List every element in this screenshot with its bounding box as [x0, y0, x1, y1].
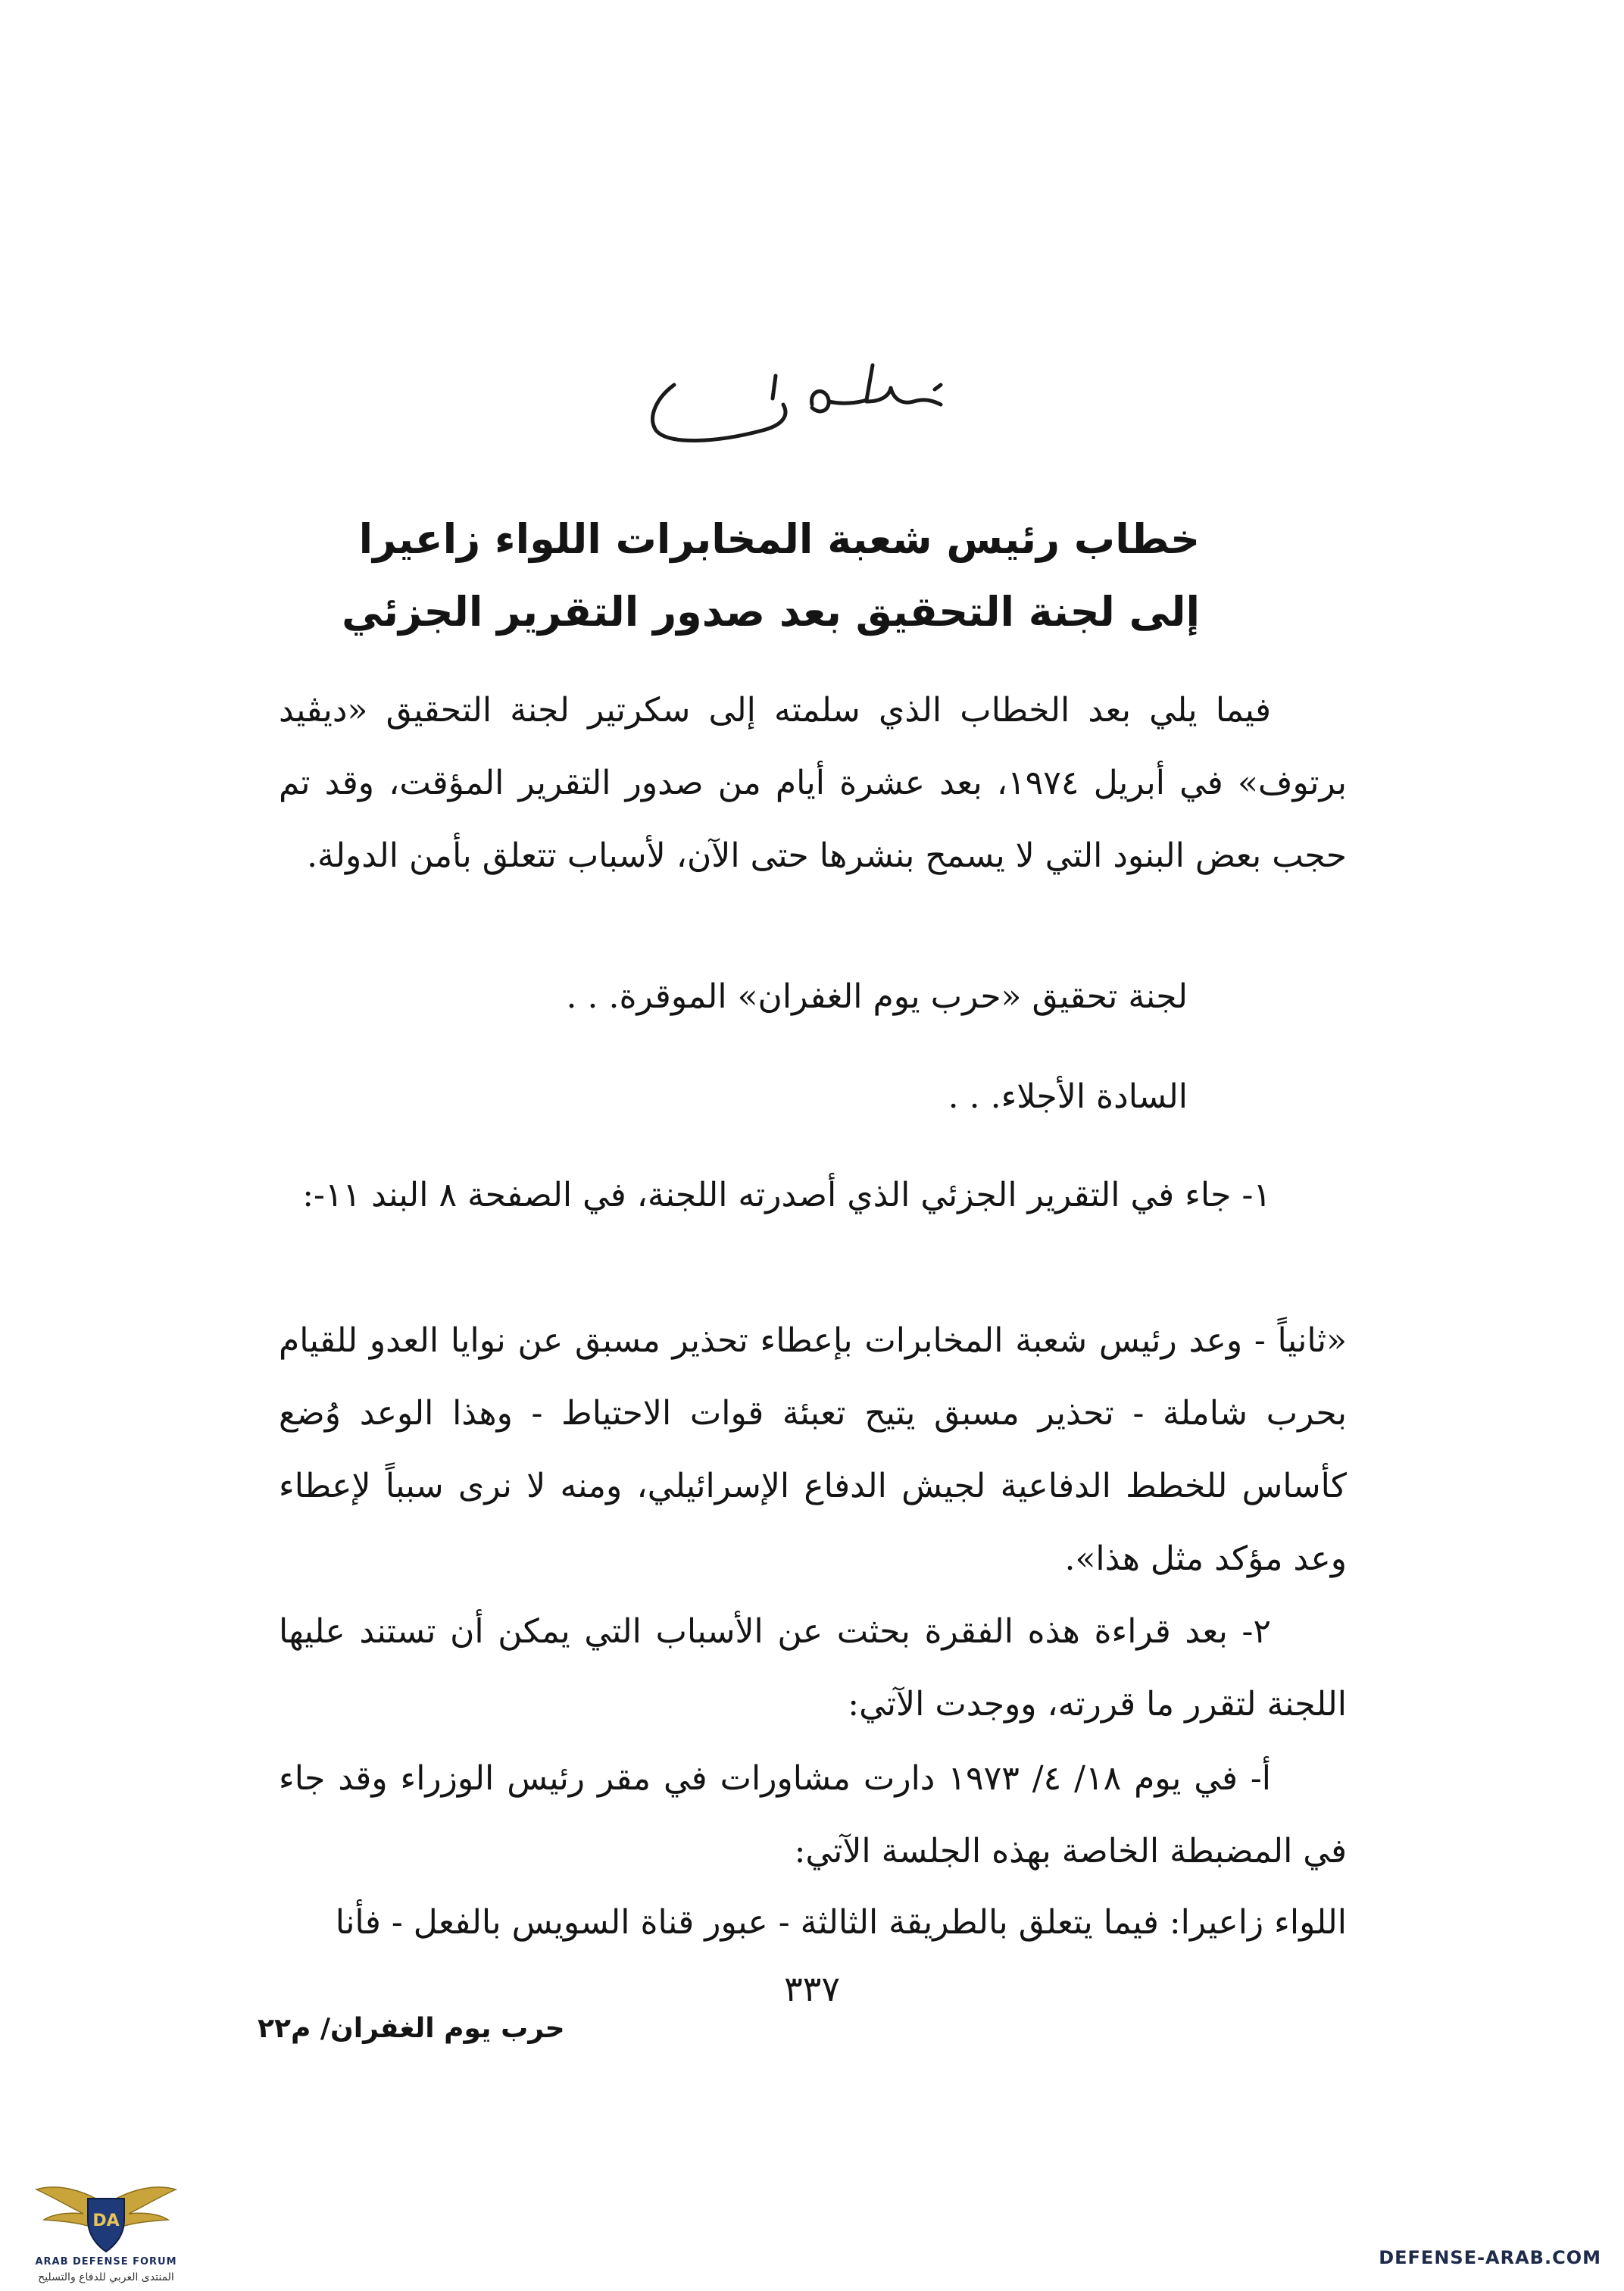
logo-abbrev: DA [92, 2211, 120, 2230]
appendix-calligraphy-icon [585, 326, 1039, 462]
logo-english-text: ARAB DEFENSE FORUM [35, 2256, 177, 2268]
appendix-heading [585, 326, 1039, 462]
running-footer: حرب يوم الغفران/ م٢٢ [258, 2013, 565, 2044]
quoted-paragraph: «ثانياً - وعد رئيس شعبة المخابرات بإعطاء تحذير مسبق عن نوايا العدو للقيام بحرب شاملة - تحذير مسبق يتيح تعبئة قوات الاحتياط - وهذا الوعد وُضع كأساس للخطط الدفاعية لجيش الدفاع الإسرائيلي، ومنه لا نرى سبباً لإعطاء وعد مؤكد مثل هذا». [279, 1321, 1347, 1578]
title-line-2: إلى لجنة التحقيق بعد صدور التقرير الجزئي [342, 588, 1200, 636]
paragraph-continuation: اللواء زاعيرا: فيما يتعلق بالطريقة الثالثة - عبور قناة السويس بالفعل - فأنا [335, 1903, 1347, 1942]
paragraph-item-2: ٢- بعد قراءة هذه الفقرة بحثت عن الأسباب التي يمكن أن تستند عليها اللجنة لتقرر ما قررته، ووجدت الآتي: [279, 1612, 1347, 1724]
address-line-salutation: السادة الأجلاء. . . [948, 1077, 1188, 1116]
eagle-shield-icon [30, 2167, 182, 2258]
page-number: ٣٣٧ [783, 1968, 841, 2009]
intro-paragraph: فيما يلي بعد الخطاب الذي سلمته إلى سكرتير لجنة التحقيق «ديڤيد برتوف» في أبريل ١٩٧٤، بعد عشرة أيام من صدور التقرير المؤقت، وقد تم حجب بعض البنود التي لا يسمح بنشرها حتى الآن، لأسباب تتعلق بأمن الدولة. [279, 691, 1348, 875]
paragraph-item-1: ١- جاء في التقرير الجزئي الذي أصدرته اللجنة، في الصفحة ٨ البند ١١-: [302, 1176, 1271, 1214]
title-line-1: خطاب رئيس شعبة المخابرات اللواء زاعيرا [358, 515, 1200, 563]
paragraph-item-a: أ- في يوم ١٨/ ٤/ ١٩٧٣ دارت مشاورات في مقر رئيس الوزراء وقد جاء في المضبطة الخاصة بهذه الجلسة الآتي: [279, 1759, 1347, 1871]
forum-logo [30, 2167, 182, 2291]
address-line-committee: لجنة تحقيق «حرب يوم الغفران» الموقرة. . . [566, 977, 1188, 1016]
logo-arabic-text: المنتدى العربي للدفاع والتسليح [38, 2271, 174, 2283]
site-url-watermark[interactable]: DEFENSE-ARAB.COM [1379, 2247, 1601, 2268]
